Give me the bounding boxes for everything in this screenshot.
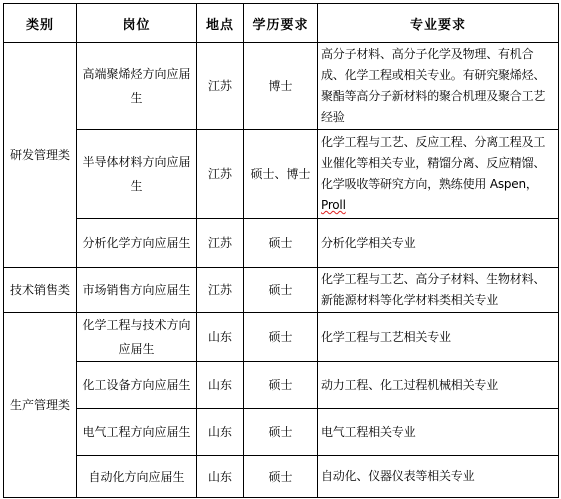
location-cell: 江苏: [197, 219, 244, 268]
header-degree: 学历要求: [244, 4, 318, 43]
major-cell: 动力工程、化工过程机械相关专业: [318, 362, 559, 409]
table-row: [4, 362, 559, 409]
table-row: [4, 43, 559, 130]
degree-cell: 硕士: [244, 219, 318, 268]
job-requirements-table: [3, 3, 559, 498]
category-cell: 技术销售类: [4, 268, 77, 313]
location-cell: 江苏: [197, 43, 244, 130]
major-cell: 自动化、仪器仪表等相关专业: [318, 456, 559, 498]
table-body: [4, 43, 559, 498]
header-location: 地点: [197, 4, 244, 43]
major-cell: 化学工程与工艺、高分子材料、生物材料、新能源材料等化学材料类相关专业: [318, 268, 559, 313]
location-cell: 江苏: [197, 130, 244, 219]
table-row: [4, 219, 559, 268]
major-cell: [318, 130, 559, 219]
header-major: 专业要求: [318, 4, 559, 43]
position-cell: 化工设备方向应届生: [77, 362, 197, 409]
degree-cell: 硕士、博士: [244, 130, 318, 219]
header-position: 岗位: [77, 4, 197, 43]
location-cell: 山东: [197, 313, 244, 362]
degree-cell: 博士: [244, 43, 318, 130]
table-header: [4, 4, 559, 43]
degree-cell: 硕士: [244, 268, 318, 313]
header-category: 类别: [4, 4, 77, 43]
table-row: [4, 409, 559, 456]
category-cell: 生产管理类: [4, 313, 77, 498]
table-row: [4, 268, 559, 313]
degree-cell: 硕士: [244, 456, 318, 498]
degree-cell: 硕士: [244, 313, 318, 362]
position-cell: 半导体材料方向应届生: [77, 130, 197, 219]
position-cell: 自动化方向应届生: [77, 456, 197, 498]
location-cell: 山东: [197, 456, 244, 498]
degree-cell: 硕士: [244, 362, 318, 409]
position-cell: 分析化学方向应届生: [77, 219, 197, 268]
table-row: [4, 313, 559, 362]
location-cell: 江苏: [197, 268, 244, 313]
major-cell: 高分子材料、高分子化学及物理、有机合成、化学工程或相关专业。有研究聚烯烃、聚酯等高分子新材料的聚合机理及聚合工艺经验: [318, 43, 559, 130]
position-cell: 电气工程方向应届生: [77, 409, 197, 456]
location-cell: 山东: [197, 362, 244, 409]
location-cell: 山东: [197, 409, 244, 456]
major-text: 化学工程与工艺、反应工程、分离工程及工业催化等相关专业，精馏分离、反应精馏、化学吸收等研究方向，熟练使用 Aspen，: [321, 135, 546, 191]
major-cell: 电气工程相关专业: [318, 409, 559, 456]
table-row: [4, 456, 559, 498]
header-row: [4, 4, 559, 43]
spellcheck-flagged-word: Proll: [321, 198, 346, 212]
category-cell: 研发管理类: [4, 43, 77, 268]
degree-cell: 硕士: [244, 409, 318, 456]
position-cell: 高端聚烯烃方向应届生: [77, 43, 197, 130]
major-cell: 分析化学相关专业: [318, 219, 559, 268]
major-cell: 化学工程与工艺相关专业: [318, 313, 559, 362]
position-cell: 化学工程与技术方向应届生: [77, 313, 197, 362]
table-row: [4, 130, 559, 219]
position-cell: 市场销售方向应届生: [77, 268, 197, 313]
